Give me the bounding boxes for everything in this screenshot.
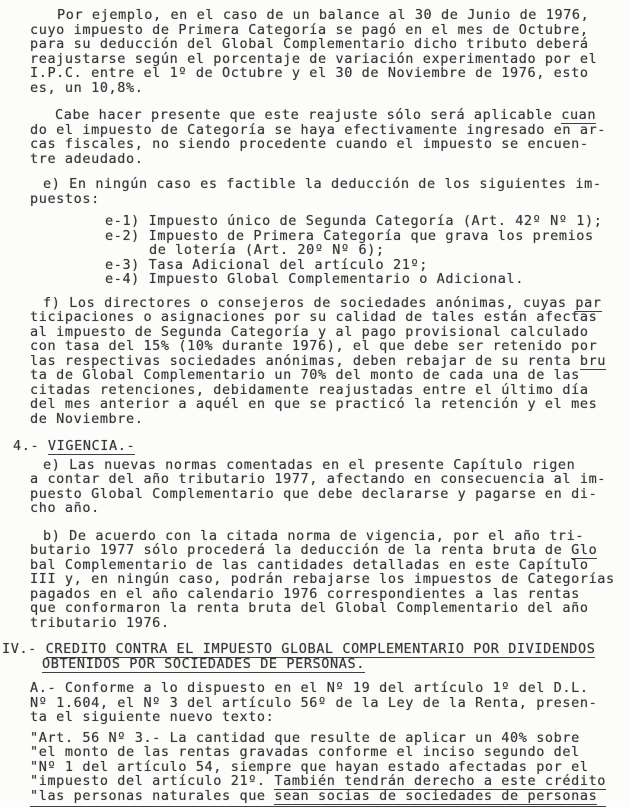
text-line xyxy=(30,789,630,804)
underlined-text: CREDITO CONTRA EL IMPUESTO GLOBAL COMPLEMENTARIO POR DIVIDENDOS xyxy=(45,641,596,657)
text-line xyxy=(30,23,630,38)
text-run: "el monto de las rentas gravadas conforme el inciso segundo del xyxy=(30,744,580,760)
text-run: reajustarse según el porcentaje de variación experimentado por el xyxy=(30,50,598,67)
text-line xyxy=(30,383,630,398)
text-run: es, un 10,8%. xyxy=(30,79,144,96)
text-run: e) En ningún caso es factible la deducción de los siguientes im- xyxy=(43,176,602,192)
text-line xyxy=(30,681,630,696)
text-line xyxy=(30,616,630,631)
paragraph-letra-e-deduccion xyxy=(0,177,630,206)
text-line xyxy=(30,731,630,746)
text-line xyxy=(105,258,630,273)
text-run: e) Las nuevas normas comentadas en el presente Capítulo rigen xyxy=(43,456,576,473)
text-line xyxy=(30,325,630,340)
text-run: las respectivas sociedades anónimas, deben rebajar de su renta xyxy=(30,352,580,369)
text-run: butario 1977 sólo procederá la deducción de la renta bruta de xyxy=(30,542,572,558)
text-run: e-1) Impuesto único de Segunda Categoría (Art. 42º Nº 1); xyxy=(105,213,603,229)
text-run: Cabe hacer presente que este reajuste sólo será aplicable xyxy=(55,107,562,123)
text-line xyxy=(30,745,630,760)
text-run: b) De acuerdo con la citada norma de vigencia, por el año tri- xyxy=(43,527,585,544)
text-line xyxy=(30,123,630,138)
text-run: cas fiscales, no siendo procedente cuando el impuesto se encuen- xyxy=(30,136,589,152)
text-line xyxy=(30,501,630,516)
text-run: f) Los directores o consejeros de sociedades anónimas, cuyas xyxy=(43,294,576,311)
text-line xyxy=(30,354,630,369)
text-run: al impuesto de Segunda Categoría y al pago provisional calculado xyxy=(30,323,589,340)
text-line xyxy=(30,472,630,487)
text-line xyxy=(30,310,630,325)
text-run: "las personas naturales que xyxy=(30,787,275,804)
text-run: del mes anterior a aquél en que se practicó la retención y el mes xyxy=(30,396,598,412)
text-run: III y, en ningún caso, podrán rebajarse los impuestos de Categorías xyxy=(30,571,615,587)
text-run: "Art. 56 Nº 3.- La cantidad que resulte de aplicar un 40% sobre xyxy=(30,729,580,746)
text-run: ta el siguiente nuevo texto: xyxy=(30,709,275,725)
paragraph-conforme-dl-1604 xyxy=(0,681,630,725)
text-line xyxy=(105,214,630,229)
text-line xyxy=(105,229,630,244)
text-line xyxy=(30,543,630,558)
list-impuestos-no-deducibles xyxy=(0,214,630,287)
paragraph-ejemplo-reajuste xyxy=(0,8,630,95)
text-line xyxy=(30,710,630,725)
text-run: de Noviembre. xyxy=(30,410,144,427)
paragraph-vigencia-a xyxy=(0,458,630,516)
text-run: para su deducción del Global Complementario dicho tributo deberá xyxy=(30,36,589,52)
paragraph-vigencia-b xyxy=(0,529,630,631)
text-line xyxy=(30,66,630,81)
text-run: A.- Conforme a lo dispuesto en el Nº 19 del artículo 1º del D.L. xyxy=(30,680,589,696)
text-line xyxy=(30,572,630,587)
text-line xyxy=(55,108,630,123)
text-line xyxy=(30,397,630,412)
underlined-text: OBTENIDOS POR SOCIEDADES DE PERSONAS. xyxy=(42,655,365,672)
text-run: a contar del año tributario 1977, afectando en consecuencia al im- xyxy=(30,471,607,487)
text-line xyxy=(30,587,630,602)
blockquote-articulo-56-n3 xyxy=(0,731,630,804)
text-run: de lotería (Art. 20º Nº 6); xyxy=(149,242,385,258)
underlined-text: VIGENCIA.- xyxy=(47,438,136,454)
heading-vigencia xyxy=(0,439,630,454)
text-line xyxy=(105,272,630,287)
text-run: "Nº 1 del artículo 54, siempre que hayan estado afectadas por el xyxy=(30,758,589,775)
text-run: puesto Global Complementario que debe declararse y pagarse en di- xyxy=(30,485,598,502)
underlined-text: Glo xyxy=(571,542,598,558)
text-run: I.P.C. entre el 1º de Octubre y el 30 de Noviembre de 1976, esto xyxy=(30,65,589,81)
text-run: cho año. xyxy=(30,500,100,516)
text-line xyxy=(43,529,630,544)
text-line xyxy=(13,439,630,454)
text-line xyxy=(30,760,630,775)
text-run: que conformaron la renta bruta del Global Complementario del año xyxy=(30,600,589,616)
heading-credito-global-complementario xyxy=(0,642,630,671)
text-line xyxy=(30,412,630,427)
underlined-text: También tendrán derecho a este crédito xyxy=(274,773,607,789)
underlined-text: par xyxy=(575,294,602,311)
text-run: tre adeudado. xyxy=(30,150,144,167)
text-run: 4.- xyxy=(13,438,48,454)
text-run: e-2) Impuesto de Primera Categoría que grava los premios xyxy=(105,227,594,244)
text-line xyxy=(30,601,630,616)
text-run: Por ejemplo, en el caso de un balance al 30 de Junio de 1976, xyxy=(57,7,590,23)
text-line xyxy=(30,368,630,383)
text-run: "impuesto del artículo 21º. xyxy=(30,773,275,789)
text-run: IV.- xyxy=(2,641,46,657)
text-line xyxy=(30,81,630,96)
text-line xyxy=(30,37,630,52)
text-run: pagados en el año calendario 1976 correspondientes a las rentas xyxy=(30,585,580,602)
text-run: tributario 1976. xyxy=(30,614,170,631)
text-run: bal Complementario de las cantidades detalladas en este Capítulo xyxy=(30,556,589,573)
underlined-text: cuan xyxy=(561,107,597,123)
text-run: cuyo impuesto de Primera Categoría se pagó en el mes de Octubre, xyxy=(30,21,589,38)
underlined-text: sean socias de sociedades de personas xyxy=(274,787,598,804)
underlined-text: bru xyxy=(579,352,607,369)
text-line xyxy=(30,192,630,207)
text-line xyxy=(57,8,630,23)
text-line xyxy=(43,458,630,473)
text-run: e-3) Tasa Adicional del artículo 21º; xyxy=(105,256,428,273)
text-line xyxy=(149,243,630,258)
text-run: ticipaciones o asignaciones por su calidad de tales están afectas xyxy=(30,309,598,325)
paragraph-letra-f-directores xyxy=(0,296,630,427)
paragraph-cabe-hacer-presente xyxy=(0,108,630,166)
text-line xyxy=(42,657,630,672)
text-line xyxy=(43,177,630,192)
text-line xyxy=(30,774,630,789)
text-line xyxy=(2,642,630,657)
text-run: e-4) Impuesto Global Complementario o Adicional. xyxy=(105,271,524,287)
text-line xyxy=(30,696,630,711)
text-line xyxy=(43,296,630,311)
text-line xyxy=(30,487,630,502)
text-run: citadas retenciones, debidamente reajustadas entre el último día xyxy=(30,381,589,398)
text-run: ta de Global Complementario un 70% del monto de cada una de las xyxy=(30,367,580,383)
text-run: puestos: xyxy=(30,190,100,207)
text-run: Nº 1.604, el Nº 3 del artículo 56º de la Ley de la Renta, presen- xyxy=(30,694,598,711)
text-line xyxy=(30,152,630,167)
text-run: do el impuesto de Categoría se haya efectivamente ingresado en ar- xyxy=(30,121,607,138)
text-line xyxy=(30,558,630,573)
text-line xyxy=(30,339,630,354)
text-run: con tasa del 15% (10% durante 1976), el que debe ser retenido por xyxy=(30,338,598,354)
text-line xyxy=(30,52,630,67)
text-line xyxy=(30,137,630,152)
